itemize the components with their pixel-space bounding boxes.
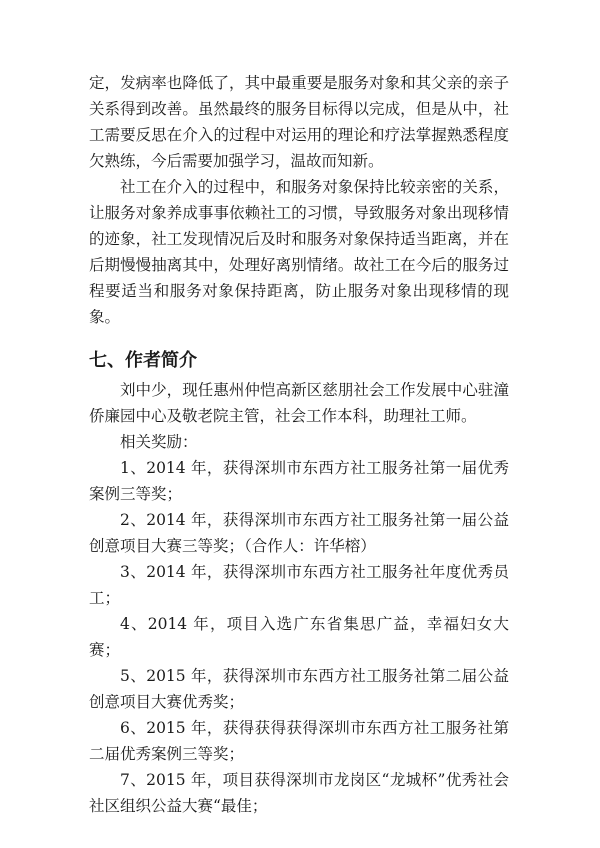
- awards-label: 相关奖励：: [120, 433, 198, 451]
- document-page: [89, 70, 509, 819]
- body-paragraph: 社工在介入的过程中，和服务对象保持比较亲密的关系，让服务对象养成事事依赖社工的习惯，导致服务对象出现移情的迹象，社工发现情况后及时和服务对象保持适当距离，并在后期慢慢抽离其中，处理好离别情绪。故社工在今后的服务过程要适当和服务对象保持距离，防止服务对象出现移情的现象。: [89, 178, 509, 326]
- body-paragraph: 定，发病率也降低了，其中最重要是服务对象和其父亲的亲子关系得到改善。虽然最终的服务目标得以完成，但是从中，社工需要反思在介入的过程中对运用的理论和疗法掌握熟悉程度欠熟练，今后需要加强学习，温故而知新。: [89, 74, 509, 170]
- award-item: 1、2014 年，获得深圳市东西方社工服务社第一届优秀案例三等奖；: [89, 459, 509, 503]
- award-item: 6、2015 年，获得获得获得深圳市东西方社工服务社第二届优秀案例三等奖；: [89, 719, 509, 763]
- award-item: 7、2015 年，项目获得深圳市龙岗区“龙城杯”优秀社会社区组织公益大赛“最佳；: [89, 771, 509, 815]
- author-bio: 刘中少，现任惠州仲恺高新区慈朋社会工作发展中心驻潼侨廉园中心及敬老院主管，社会工作本科，助理社工师。: [89, 381, 509, 425]
- award-item: 3、2014 年，获得深圳市东西方社工服务社年度优秀员工；: [89, 563, 509, 607]
- section-heading: 七、作者简介: [89, 350, 197, 371]
- award-item: 2、2014 年，获得深圳市东西方社工服务社第一届公益创意项目大赛三等奖；（合作人：许华榕）: [89, 511, 509, 555]
- award-item: 4、2014 年，项目入选广东省集思广益，幸福妇女大赛；: [89, 615, 509, 659]
- award-item: 5、2015 年，获得深圳市东西方社工服务社第二届公益创意项目大赛优秀奖；: [89, 667, 509, 711]
